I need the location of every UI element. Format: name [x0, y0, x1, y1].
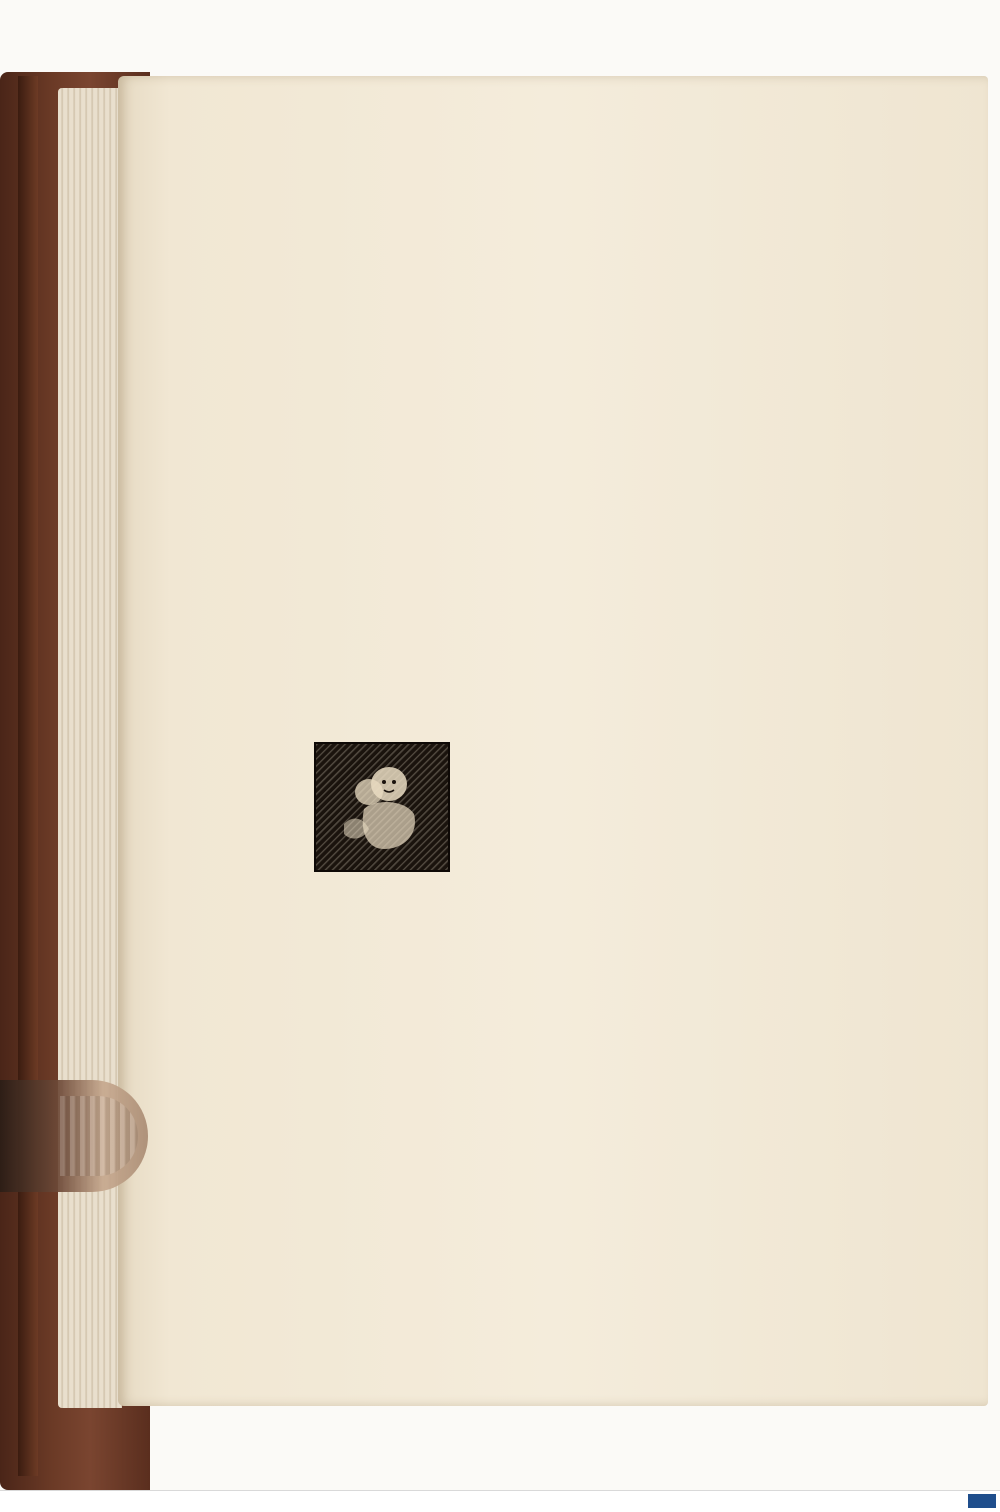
body-first-line [452, 744, 974, 792]
dfg-logo [968, 1494, 996, 1508]
show-through-text [318, 130, 968, 170]
cover-spine-edge [18, 76, 38, 1476]
marker-shine [60, 1096, 138, 1176]
footer-bar [0, 1490, 1000, 1512]
paragraph-main [314, 744, 974, 792]
book-page [118, 76, 988, 1406]
page-stack-edges [58, 88, 122, 1408]
